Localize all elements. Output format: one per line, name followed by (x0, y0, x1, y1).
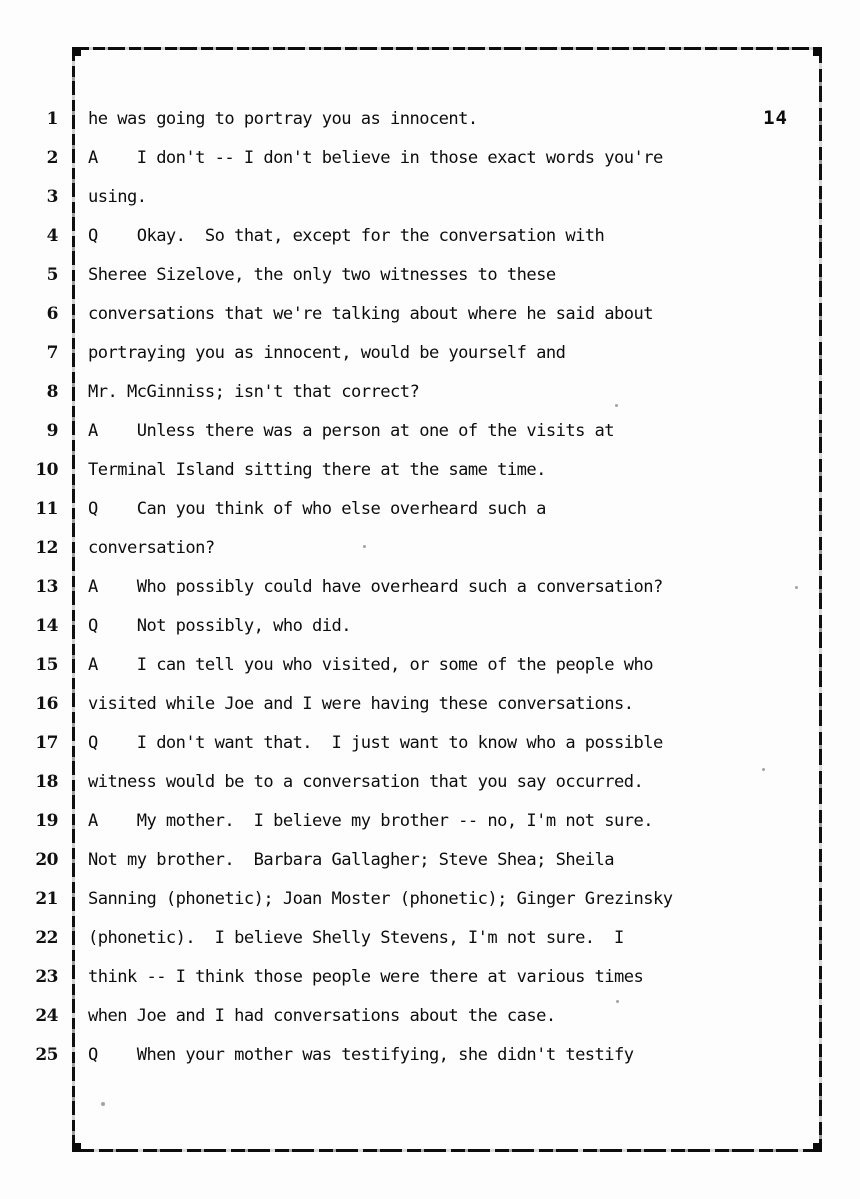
transcript-line: Not my brother. Barbara Gallagher; Steve Shea; Sheila (88, 850, 615, 870)
transcript-line: A I don't -- I don't believe in those exact words you're (88, 148, 663, 168)
transcript-line: A My mother. I believe my brother -- no, I'm not sure. (88, 811, 653, 831)
transcript-line: when Joe and I had conversations about the case. (88, 1006, 556, 1026)
speckle (795, 586, 798, 589)
transcript-line: Terminal Island sitting there at the same time. (88, 460, 546, 480)
transcript-line: Q When your mother was testifying, she didn't testify (88, 1045, 634, 1065)
speckle (101, 1102, 105, 1106)
transcript-line: portraying you as innocent, would be yourself and (88, 343, 566, 363)
line-number: 9 (46, 421, 58, 441)
transcript-line: he was going to portray you as innocent. (88, 109, 478, 129)
transcript-line: Q Okay. So that, except for the conversation with (88, 226, 605, 246)
line-number: 15 (35, 655, 58, 675)
line-number: 17 (35, 733, 58, 753)
transcript-line: think -- I think those people were there at various times (88, 967, 644, 987)
line-number: 13 (35, 577, 58, 597)
transcript-body (88, 100, 824, 1075)
frame-left-rule (72, 47, 75, 1152)
transcript-line: Q Can you think of who else overheard such a (88, 499, 546, 519)
speckle (616, 1000, 619, 1003)
transcript-line: A I can tell you who visited, or some of the people who (88, 655, 653, 675)
line-number: 10 (35, 460, 58, 480)
transcript-line: (phonetic). I believe Shelly Stevens, I'm not sure. I (88, 928, 624, 948)
speckle (615, 404, 618, 407)
frame-corner-bottom-left (72, 1143, 81, 1152)
speckle (363, 545, 366, 548)
frame-corner-top-left (72, 47, 81, 56)
line-number: 4 (46, 226, 58, 246)
transcript-line: Q Not possibly, who did. (88, 616, 352, 636)
line-number: 18 (35, 772, 58, 792)
line-number-gutter (0, 100, 58, 1075)
line-number: 7 (46, 343, 58, 363)
transcript-line: conversation? (88, 538, 215, 558)
line-number: 23 (35, 967, 58, 987)
line-number: 12 (35, 538, 58, 558)
line-number: 24 (35, 1006, 58, 1026)
transcript-line: Sheree Sizelove, the only two witnesses to these (88, 265, 556, 285)
transcript-line: using. (88, 187, 147, 207)
line-number: 5 (46, 265, 58, 285)
transcript-line: Sanning (phonetic); Joan Moster (phonetic); Ginger Grezinsky (88, 889, 673, 909)
page-number: 14 (763, 107, 788, 129)
transcript-line: A Unless there was a person at one of the visits at (88, 421, 615, 441)
frame-bottom-rule (72, 1149, 822, 1152)
transcript-line: witness would be to a conversation that you say occurred. (88, 772, 644, 792)
transcript-line: Q I don't want that. I just want to know who a possible (88, 733, 663, 753)
line-number: 22 (35, 928, 58, 948)
transcript-line: conversations that we're talking about where he said about (88, 304, 653, 324)
line-number: 2 (46, 148, 58, 168)
line-number: 1 (46, 109, 58, 129)
line-number: 21 (35, 889, 58, 909)
line-number: 19 (35, 811, 58, 831)
transcript-line: A Who possibly could have overheard such a conversation? (88, 577, 663, 597)
line-number: 6 (46, 304, 58, 324)
line-number: 14 (35, 616, 58, 636)
transcript-line: Mr. McGinniss; isn't that correct? (88, 382, 420, 402)
speckle (762, 768, 765, 771)
line-number: 20 (35, 850, 58, 870)
line-number: 16 (35, 694, 58, 714)
line-number: 3 (46, 187, 58, 207)
frame-corner-top-right (813, 47, 822, 56)
line-number: 8 (46, 382, 58, 402)
line-number: 25 (35, 1045, 58, 1065)
frame-corner-bottom-right (813, 1143, 822, 1152)
line-number: 11 (35, 499, 58, 519)
frame-top-rule (72, 47, 822, 50)
transcript-line: visited while Joe and I were having these conversations. (88, 694, 634, 714)
